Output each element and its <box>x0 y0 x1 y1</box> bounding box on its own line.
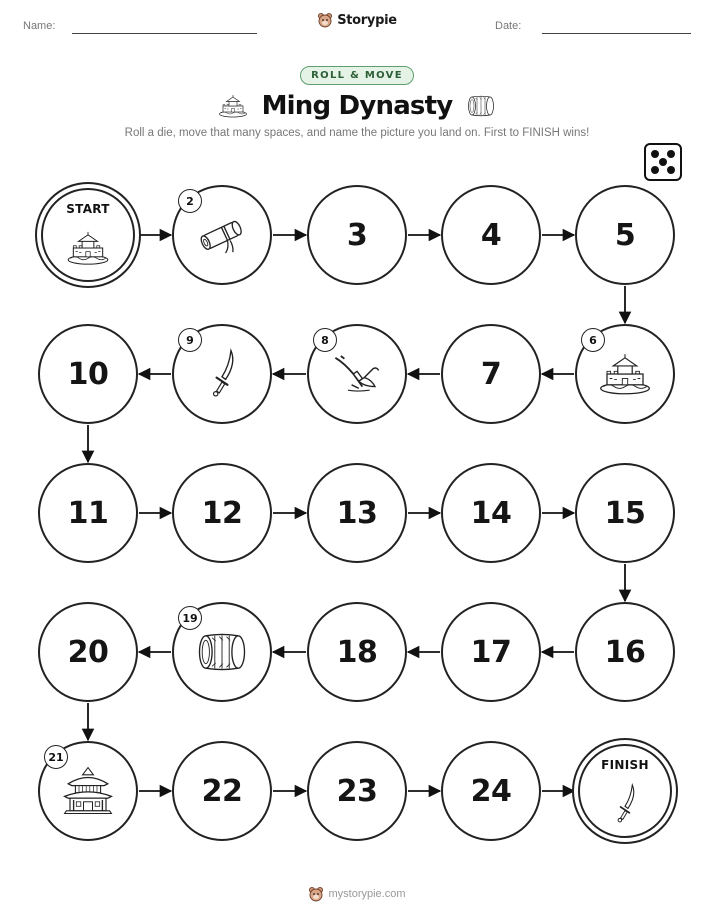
space-number: 12 <box>201 495 243 531</box>
start-space <box>41 188 135 282</box>
board-space-10 <box>38 324 138 424</box>
space-number-badge: 9 <box>178 328 202 352</box>
board-space-17 <box>441 602 541 702</box>
instructions: Roll a die, move that many spaces, and name the picture you land on. First to FINISH wins! <box>124 127 590 139</box>
sword-icon <box>603 782 647 826</box>
plow-icon <box>330 347 384 401</box>
space-number: 15 <box>604 495 646 531</box>
fortress-icon <box>598 347 652 401</box>
space-number-badge: 8 <box>313 328 337 352</box>
start-label: START <box>66 202 110 216</box>
board-space-14 <box>441 463 541 563</box>
finish-label: FINISH <box>601 758 649 772</box>
space-number: 10 <box>67 356 109 392</box>
board-space-5 <box>575 185 675 285</box>
space-number: 4 <box>480 217 502 253</box>
space-number: 16 <box>604 634 646 670</box>
space-number: 17 <box>470 634 512 670</box>
footer <box>0 886 714 902</box>
space-number: 13 <box>336 495 378 531</box>
name-label: Name: <box>23 20 56 32</box>
sword-icon <box>195 347 249 401</box>
board-space-9 <box>172 324 272 424</box>
board-space-19 <box>172 602 272 702</box>
space-number: 3 <box>346 217 368 253</box>
bear-mascot-icon <box>308 886 324 902</box>
space-number: 11 <box>67 495 109 531</box>
footer-url: mystorypie.com <box>328 888 406 900</box>
space-number: 5 <box>614 217 636 253</box>
space-number-badge: 19 <box>178 606 202 630</box>
board-space-24 <box>441 741 541 841</box>
page-title: Ming Dynasty <box>261 91 453 121</box>
board-space-8 <box>307 324 407 424</box>
space-number-badge: 21 <box>44 745 68 769</box>
game-type-badge: ROLL & MOVE <box>300 66 414 85</box>
board-space-20 <box>38 602 138 702</box>
board-space-3 <box>307 185 407 285</box>
space-number: 7 <box>480 356 502 392</box>
board-space-16 <box>575 602 675 702</box>
space-number: 23 <box>336 773 378 809</box>
finish-space <box>578 744 672 838</box>
board-space-11 <box>38 463 138 563</box>
space-number-badge: 2 <box>178 189 202 213</box>
board-space-23 <box>307 741 407 841</box>
space-number: 14 <box>470 495 512 531</box>
pagoda-icon <box>61 764 115 818</box>
space-number: 20 <box>67 634 109 670</box>
scroll-icon <box>195 208 249 262</box>
space-number: 22 <box>201 773 243 809</box>
board-space-4 <box>441 185 541 285</box>
fortress-icon <box>66 226 110 270</box>
board-space-22 <box>172 741 272 841</box>
date-label: Date: <box>495 20 522 32</box>
space-number-badge: 6 <box>581 328 605 352</box>
board-space-12 <box>172 463 272 563</box>
brand-name: Storypie <box>337 12 397 28</box>
board-space-21 <box>38 741 138 841</box>
space-number: 24 <box>470 773 512 809</box>
drum-icon <box>195 625 249 679</box>
board-space-7 <box>441 324 541 424</box>
board-space-18 <box>307 602 407 702</box>
board-space-2 <box>172 185 272 285</box>
board-space-15 <box>575 463 675 563</box>
board-space-6 <box>575 324 675 424</box>
space-number: 18 <box>336 634 378 670</box>
board-space-13 <box>307 463 407 563</box>
